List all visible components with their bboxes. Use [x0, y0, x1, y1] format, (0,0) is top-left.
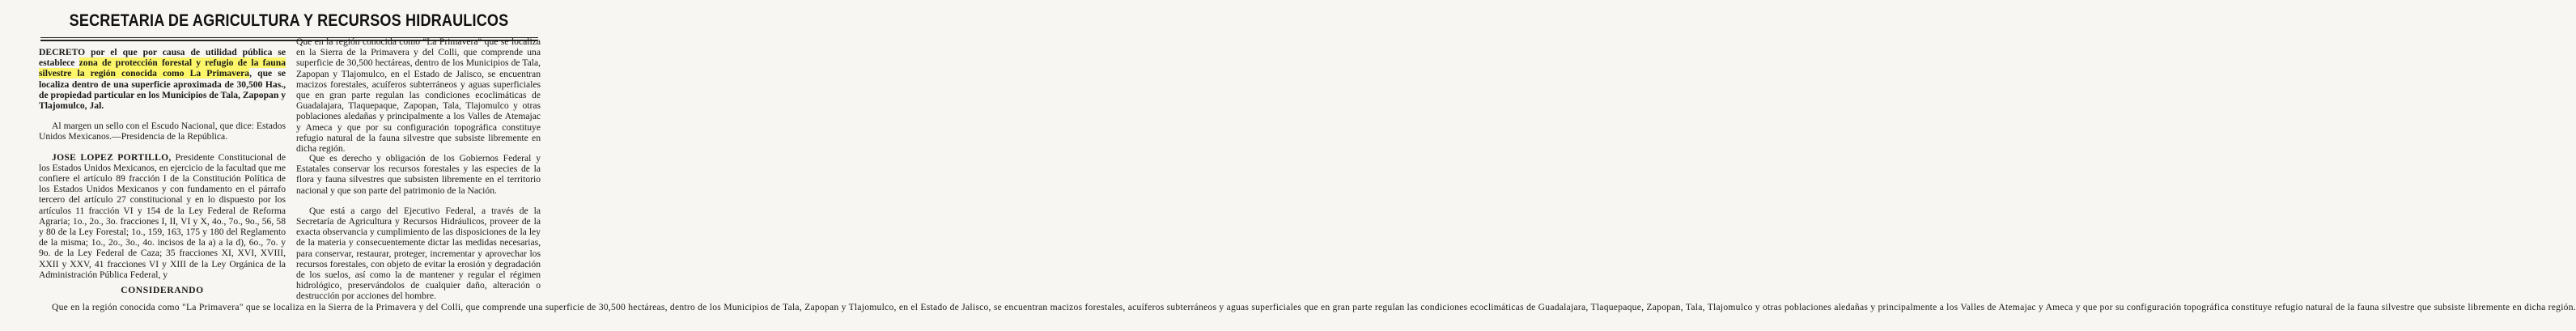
president-text: Presidente Constitucional de los Estados Unidos Mexicanos, en ejercicio de la facultad que me confiere el artículo 89 fracción I de la Constitución Política de los Estados Unidos Mexicanos y con fundamento en el párrafo tercero del artículo 27 constitucional y en lo dispuesto por los artículos 11 fracción VI y 154 de la Ley Federal de Reforma Agraria; 1o., 2o., 3o. fracciones I, II, VI y X, 4o., 7o., 9o., 56, 58 y 80 de la Ley Forestal; 1o., 159, 163, 175 y 180 del Reglamento de la misma; 1o., 2o., 3o., 4o. incisos de la a) a la d), 6o., 7o. y 9o. de la Ley Federal de Caza; 35 fracciones XI, XVI, XVIII, XXII y XXV, 41 fracciones VI y XIII de la Ley Orgánica de la Administración Pública Federal, y: [39, 151, 286, 280]
president-name: JOSE LOPEZ PORTILLO,: [52, 151, 172, 163]
decree-intro: por el que por causa de utilidad pública se establece: [39, 47, 286, 69]
considering-3: Que está a cargo del Ejecutivo Federal, a través de la Secretaría de Agricultura y Recursos Hidráulicos, proveer de la exacta observancia y cumplimiento de las disposiciones de la ley de la materia y consecuentemente dictar las medidas necesarias, para conservar, restaurar, proteger, incrementar y aprovechar los recursos forestales, con objeto de evitar la erosión y degradación de los suelos, así como la de mantener y regular el régimen hidrológico, preservándolos de cualquier daño, alteración o destrucción por acciones del hombre.: [296, 205, 541, 302]
considering-1-start: [39, 302, 2576, 313]
considering-1-text-left: Que en la región conocida como "La Primavera" que se localiza en la Sierra de la Primavera y del Colli, que comprende una superficie de 30,500 hectáreas, dentro de los Municipios de Tala, Zapopan y Tlajomulco, en el Estado de Jalisco, se encuentran macizos forestales, acuíferos subterráneos y aguas superficiales que en gran parte regulan las condiciones ecoclimáticas de Guadalajara, Tlaquepaque, Zapopan, Tala, Tlajomulco y otras poblaciones aledañas y principalmente a los Valles de Atemajac y Ameca y que por su configuración topográfica constituye refugio natural de la fauna silvestre que subsiste libremente en dicha región.: [52, 302, 2576, 313]
president-paragraph: [39, 152, 286, 280]
seal-paragraph: Al margen un sello con el Escudo Nacional, que dice: Estados Unidos Mexicanos.—Presidencia de la República.: [39, 121, 286, 142]
decree-summary: [39, 47, 286, 111]
page-title: SECRETARIA DE AGRICULTURA Y RECURSOS HIDRAULICOS: [69, 11, 509, 30]
considering-1-text: Que en la región conocida como "La Primavera" que se localiza en la Sierra de la Primavera y del Colli, que comprende una superficie de 30,500 hectáreas, dentro de los Municipios de Tala, Zapopan y Tlajomulco, en el Estado de Jalisco, se encuentran macizos forestales, acuíferos subterráneos y aguas superficiales que en gran parte regulan las condiciones ecoclimáticas de Guadalajara, Tlaquepaque, Zapopan, Tala, Tlajomulco y otras poblaciones aledañas y principalmente a los Valles de Atemajac y Ameca y que por su configuración topográfica constituye refugio natural de la fauna silvestre que subsiste libremente en dicha región.: [296, 36, 541, 155]
highlighted-protection-zone: zona de protección forestal y refugio de la fauna silvestre la región conocida como La Primavera: [39, 57, 286, 79]
decree-label: DECRETO: [39, 47, 86, 57]
considering-2: Que es derecho y obligación de los Gobiernos Federal y Estatales conservar los recursos forestales y las especies de la flora y fauna silvestres que subsisten libremente en el territorio nacional y que son parte del patrimonio de la Nación.: [296, 153, 541, 196]
decree-location: , que se localiza dentro de una superficie aproximada de 30,500 Has., de propiedad particular en los Municipios de Tala, Zapopan y Tlajomulco, Jal.: [39, 68, 286, 112]
considering-heading: CONSIDERANDO: [121, 285, 204, 296]
right-column: [296, 36, 541, 312]
considering-1-continued: [296, 36, 541, 155]
